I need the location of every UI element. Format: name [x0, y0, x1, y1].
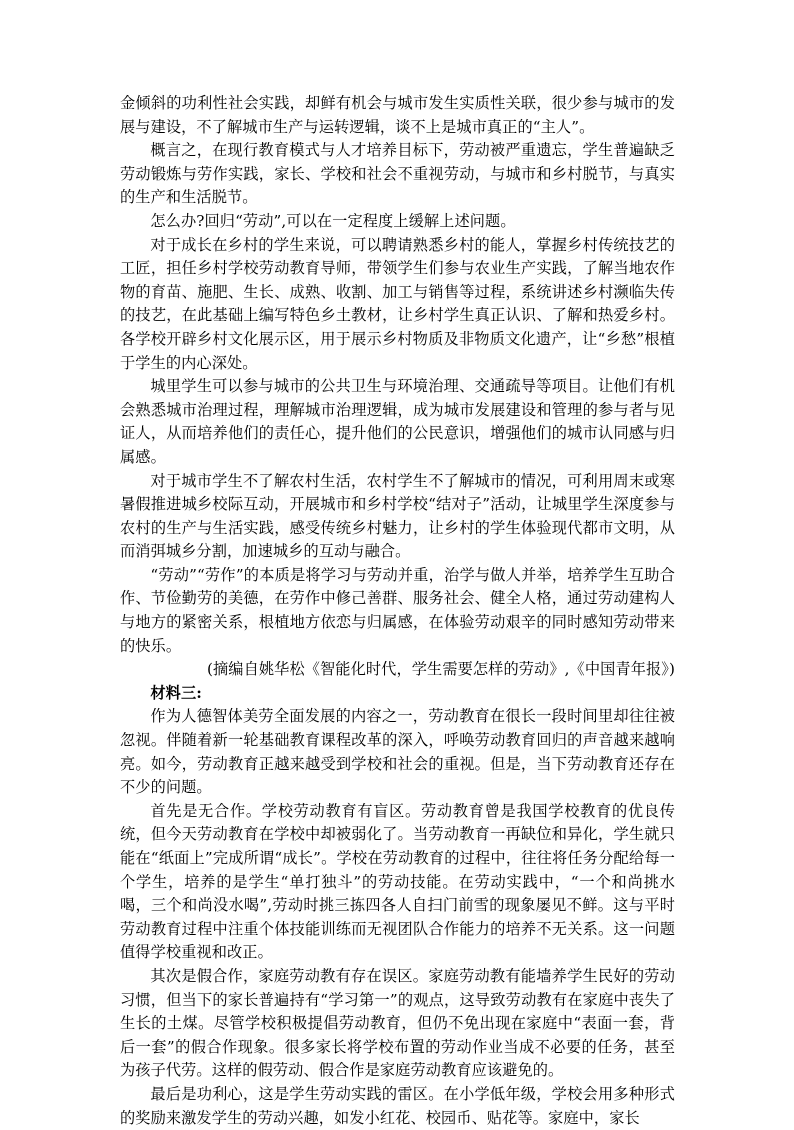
paragraph: 城里学生可以参与城市的公共卫生与环境治理、交通疏导等项目。让他们有机会熟悉城市治理过程，理解城市治理逻辑，成为城市发展建设和管理的参与者与见证人，从而培养他们的责任心，提升他们的公民意识，增强他们的城市认同感与归属感。 — [120, 377, 675, 466]
source-citation: (摘编自姚华松《智能化时代，学生需要怎样的劳动》,《中国青年报》) — [206, 660, 675, 679]
paragraph: 其次是假合作，家庭劳动教有存在误区。家庭劳动教有能墙养学生民好的劳动习惯，但当下的家长普遍持有“学习第一”的观点，这导致劳动教有在家庭中丧失了生长的土煤。尽管学校积极提倡劳动教育，但仍不免出现在家庭中“表面一套，背后一套”的假合作现象。很多家长将学校布置的劳动作业当成不必要的任务，甚至为孩子代劳。这样的假劳动、假合作是家庭劳动教育应该避免的。 — [120, 966, 675, 1080]
paragraph: 对于成长在乡村的学生来说，可以聘请熟悉乡村的能人，掌握乡村传统技艺的工匠，担任乡村学校劳动教育导师，带领学生们参与农业生产实践，了解当地农作物的育苗、施肥、生长、成熟、收割、加工与销售等过程，系统讲述乡村濒临失传的技艺，在此基础上编写特色乡土教材，让乡村学生真正认识、了解和热爱乡村。各学校开辟乡村文化展示区，用于展示乡村物质及非物质文化遗产，让“乡愁”根植于学生的内心深处。 — [120, 235, 675, 372]
paragraph: 怎么办?回归“劳动”,可以在一定程度上缓解上述问题。 — [150, 211, 516, 230]
document-page — [120, 92, 675, 1130]
paragraph: 概言之，在现行教育模式与人才培养目标下，劳动被严重遗忘，学生普遍缺乏劳动锻炼与劳作实践，家长、学校和社会不重视劳动，与城市和乡村脱节，与真实的生产和生活脱节。 — [120, 141, 675, 207]
paragraph: 首先是无合作。学校劳动教育有盲区。劳动教育曾是我国学校教育的优良传统，但今天劳动教育在学校中却被弱化了。当劳动教育一再缺位和异化，学生就只能在“纸面上”完成所谓“成长”。学校在劳动教育的过程中，往往将任务分配给每一个学生，培养的是学生“单打独斗”的劳动技能。在劳动实践中，“一个和尚挑水喝，三个和尚没水喝”,劳动时挑三拣四各人自扫门前雪的现象屡见不鲜。这与平时劳动教育过程中注重个体技能训练而无视团队合作能力的培养不无关系。这一问题值得学校重视和改正。 — [120, 801, 675, 962]
paragraph: 对于城市学生不了解农村生活，农村学生不了解城市的情况，可利用周末或寒暑假推进城乡校际互动，开展城市和乡村学校“结对子”活动，让城里学生深度参与农村的生产与生活实践，感受传统乡村魅力，让乡村的学生体验现代都市文明，从而消弭城乡分割，加速城乡的互动与融合。 — [120, 471, 675, 561]
paragraph: 金倾斜的功利性社会实践，却鲜有机会与城市发生实质性关联，很少参与城市的发展与建设，不了解城市生产与运转逻辑，谈不上是城市真正的“主人”。 — [120, 94, 675, 136]
paragraph: 作为人德智体美劳全面发展的内容之一，劳动教育在很长一段时间里却往往被忽视。伴随着新一轮基础教育课程改革的深入，呼唤劳动教育回归的声音越来越响亮。如今，劳动教育正越来越受到学校和社会的重视。但是，当下劳动教育还存在不少的问题。 — [120, 707, 675, 797]
paragraph: “劳动”“劳作”的本质是将学习与劳动并重，治学与做人并举，培养学生互助合作、节俭勤劳的美德，在劳作中修己善群、服务社会、健全人格，通过劳动建构人与地方的紧密关系，根植地方依恋与归属感，在体验劳动艰辛的同时感知劳动带来的快乐。 — [120, 565, 675, 655]
paragraph: 最后是功利心，这是学生劳动实践的雷区。在小学低年级，学校会用多种形式的奖励来激发学生的劳动兴趣，如发小红花、校园币、贴花等。家庭中，家长 — [120, 1084, 675, 1127]
section-heading: 材料三: — [150, 683, 202, 702]
